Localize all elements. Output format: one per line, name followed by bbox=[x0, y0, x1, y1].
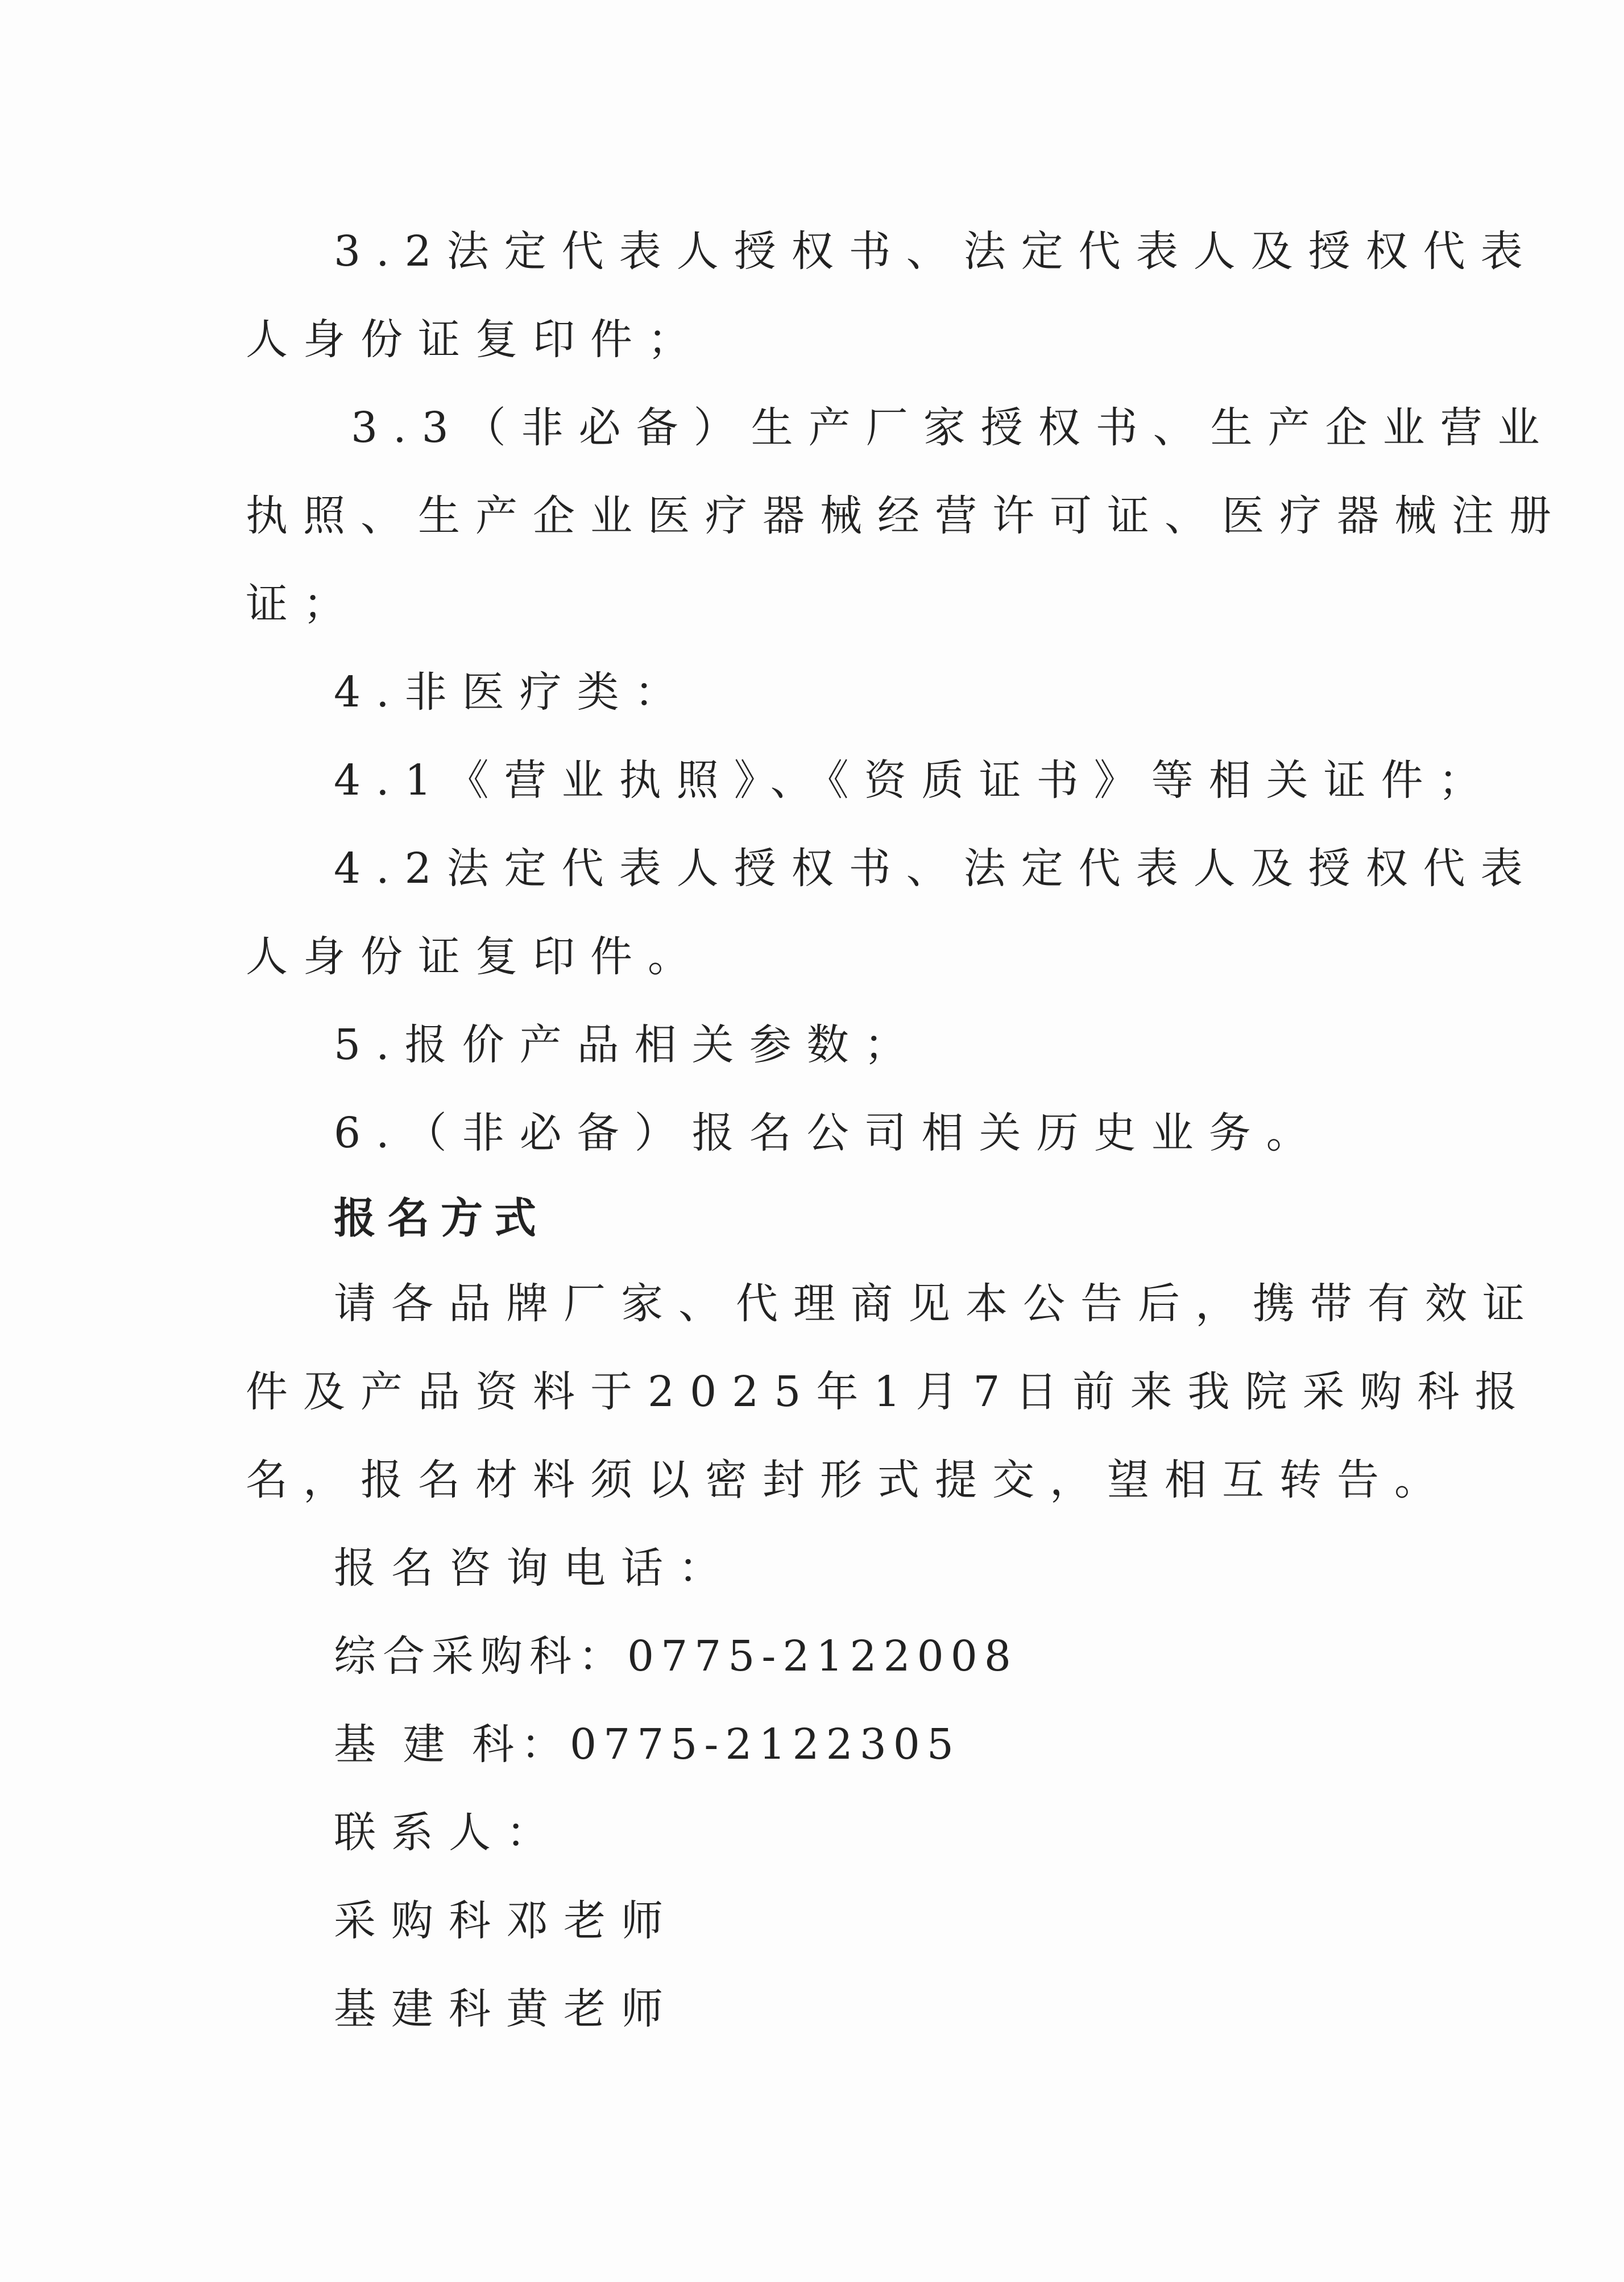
paragraph-registration-line-2: 件及产品资料于2025年1月7日前来我院采购科报 bbox=[246, 1367, 1532, 1416]
paragraph-3-3-line-2: 执照、生产企业医疗器械经营许可证、医疗器械注册 bbox=[246, 491, 1567, 540]
contact-procurement: 采购科邓老师 bbox=[334, 1896, 678, 1945]
contact-label: 联系人： bbox=[334, 1808, 564, 1857]
construction-phone: 基 建 科：0775-2122305 bbox=[334, 1720, 960, 1769]
paragraph-4-heading: 4.非医疗类： bbox=[334, 668, 692, 717]
section-heading-registration-method: 报名方式 bbox=[334, 1194, 548, 1243]
paragraph-3-3-line-1: 3.3（非必备）生产厂家授权书、生产企业营业 bbox=[351, 403, 1555, 452]
paragraph-4-2-line-1: 4.2法定代表人授权书、法定代表人及授权代表 bbox=[334, 844, 1538, 893]
paragraph-4-1: 4.1《营业执照》、《资质证书》等相关证件； bbox=[334, 756, 1496, 805]
procurement-phone: 综合采购科：0775-2122008 bbox=[334, 1632, 1018, 1681]
contact-construction: 基建科黄老师 bbox=[334, 1985, 678, 2033]
paragraph-5: 5.报价产品相关参数； bbox=[334, 1020, 922, 1069]
consult-phone-label: 报名咨询电话： bbox=[334, 1544, 736, 1593]
paragraph-6: 6.（非必备）报名公司相关历史业务。 bbox=[334, 1109, 1324, 1157]
paragraph-4-2-line-2: 人身份证复印件。 bbox=[246, 932, 705, 981]
paragraph-3-3-line-3: 证； bbox=[246, 580, 361, 629]
paragraph-registration-line-3: 名，报名材料须以密封形式提交，望相互转告。 bbox=[246, 1456, 1452, 1504]
paragraph-registration-line-1: 请各品牌厂家、代理商见本公告后，携带有效证 bbox=[334, 1279, 1540, 1328]
paragraph-3-2-line-1: 3.2法定代表人授权书、法定代表人及授权代表 bbox=[334, 227, 1538, 276]
paragraph-3-2-line-2: 人身份证复印件； bbox=[246, 315, 705, 364]
